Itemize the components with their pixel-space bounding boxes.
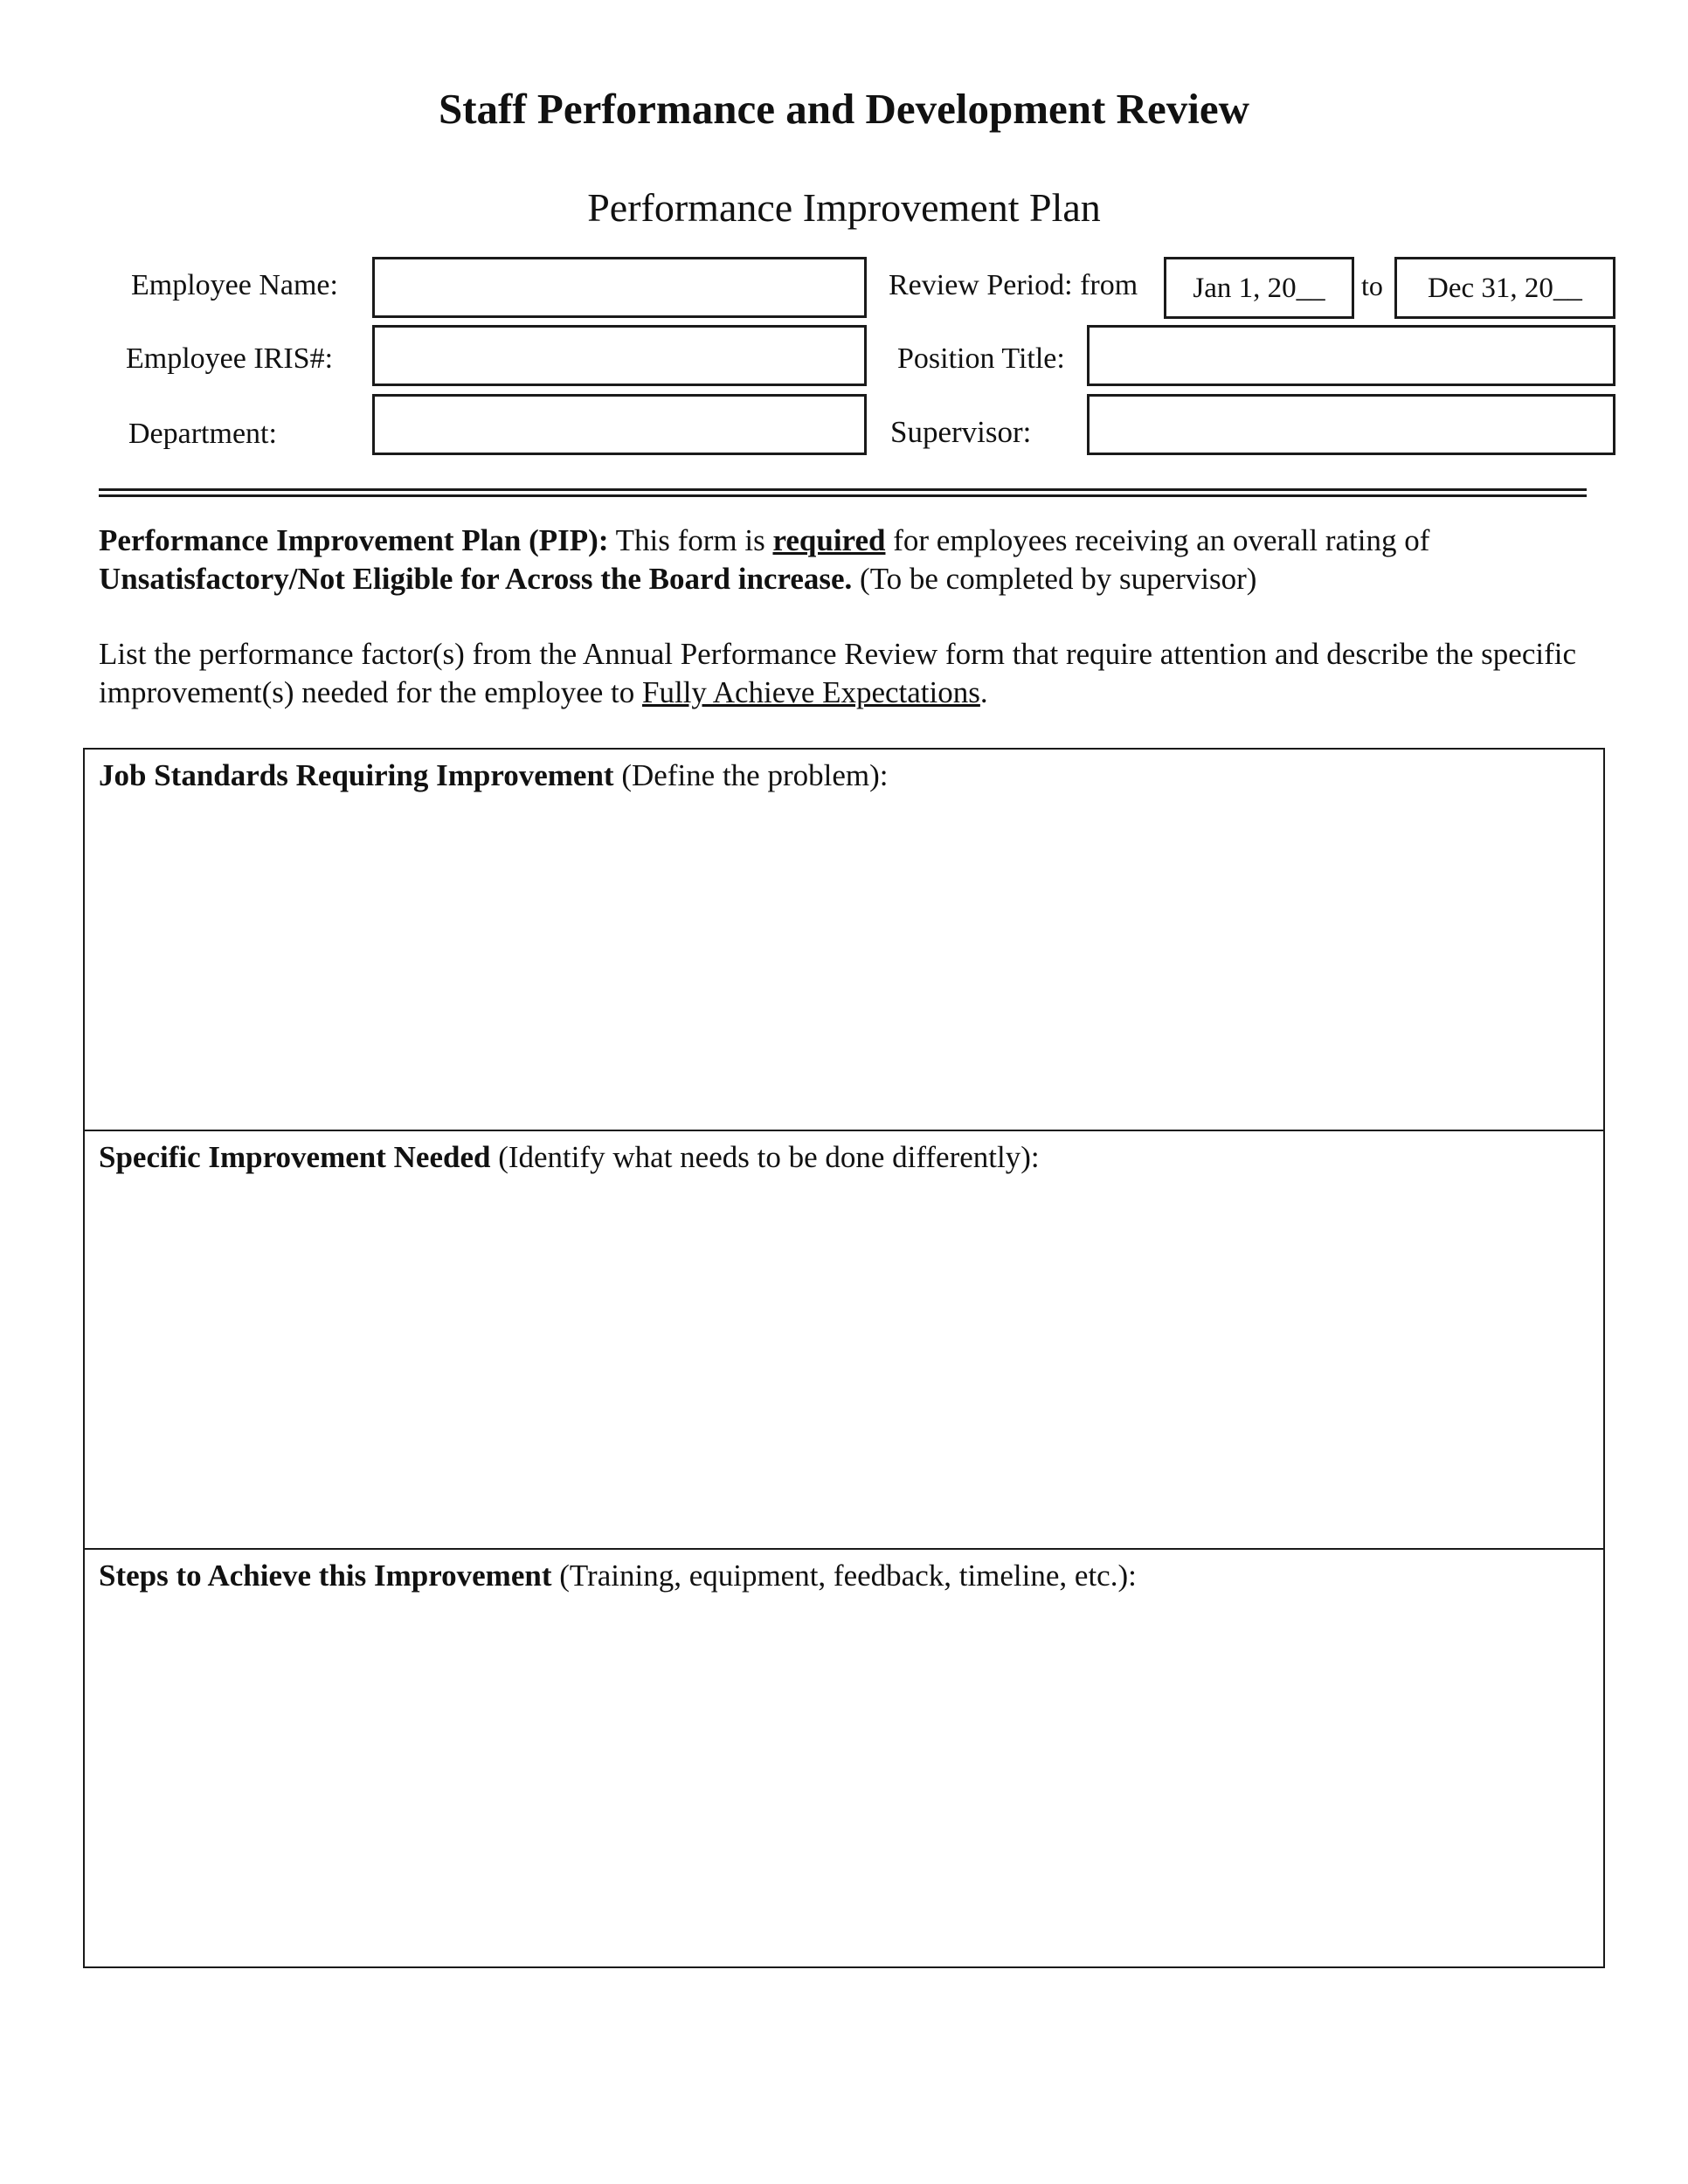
section-specific-improvement[interactable] bbox=[83, 1130, 1605, 1550]
required-emphasis: required bbox=[772, 523, 886, 557]
divider-bottom-line bbox=[99, 494, 1587, 497]
divider-top-line bbox=[99, 488, 1587, 491]
department-field[interactable] bbox=[372, 394, 867, 455]
pip-heading: Performance Improvement Plan (PIP): bbox=[99, 523, 609, 557]
pip-description: Performance Improvement Plan (PIP): This form is required for employees receiving an overall rating of Unsatisfactory/Not Eligible for Across the Board increase. (To be completed by supervisor) bbox=[99, 523, 1430, 596]
section-job-standards-label: Job Standards Requiring Improvement (Define the problem): bbox=[99, 758, 889, 792]
employee-iris-label: Employee IRIS#: bbox=[126, 342, 334, 375]
supervisor-label: Supervisor: bbox=[890, 415, 1032, 449]
rating-emphasis: Unsatisfactory/Not Eligible for Across the Board increase. bbox=[99, 562, 853, 596]
section-job-standards[interactable] bbox=[83, 748, 1605, 1131]
form-title: Staff Performance and Development Review bbox=[438, 85, 1250, 133]
section-specific-improvement-label: Specific Improvement Needed (Identify what needs to be done differently): bbox=[99, 1140, 1040, 1174]
supervisor-field[interactable] bbox=[1087, 394, 1615, 455]
position-title-label: Position Title: bbox=[897, 342, 1065, 375]
section-steps-to-achieve[interactable] bbox=[83, 1548, 1605, 1968]
review-from-field[interactable]: Jan 1, 20__ bbox=[1164, 257, 1354, 319]
employee-name-label: Employee Name: bbox=[131, 269, 338, 301]
department-label: Department: bbox=[128, 418, 277, 450]
fully-achieve-expectations-text: Fully Achieve Expectations bbox=[642, 675, 980, 709]
employee-iris-field[interactable] bbox=[372, 325, 867, 386]
employee-name-field[interactable] bbox=[372, 257, 867, 318]
review-to-field[interactable]: Dec 31, 20__ bbox=[1394, 257, 1615, 319]
position-title-field[interactable] bbox=[1087, 325, 1615, 386]
review-period-label: Review Period: from bbox=[889, 269, 1138, 301]
form-subtitle: Performance Improvement Plan bbox=[587, 185, 1101, 230]
list-instructions: List the performance factor(s) from the Annual Performance Review form that require attention and describe the specific improvement(s) needed for the employee to Fully Achieve Expectations. bbox=[99, 637, 1576, 709]
review-to-label: to bbox=[1361, 270, 1383, 301]
section-steps-to-achieve-label: Steps to Achieve this Improvement (Training, equipment, feedback, timeline, etc.): bbox=[99, 1559, 1137, 1593]
